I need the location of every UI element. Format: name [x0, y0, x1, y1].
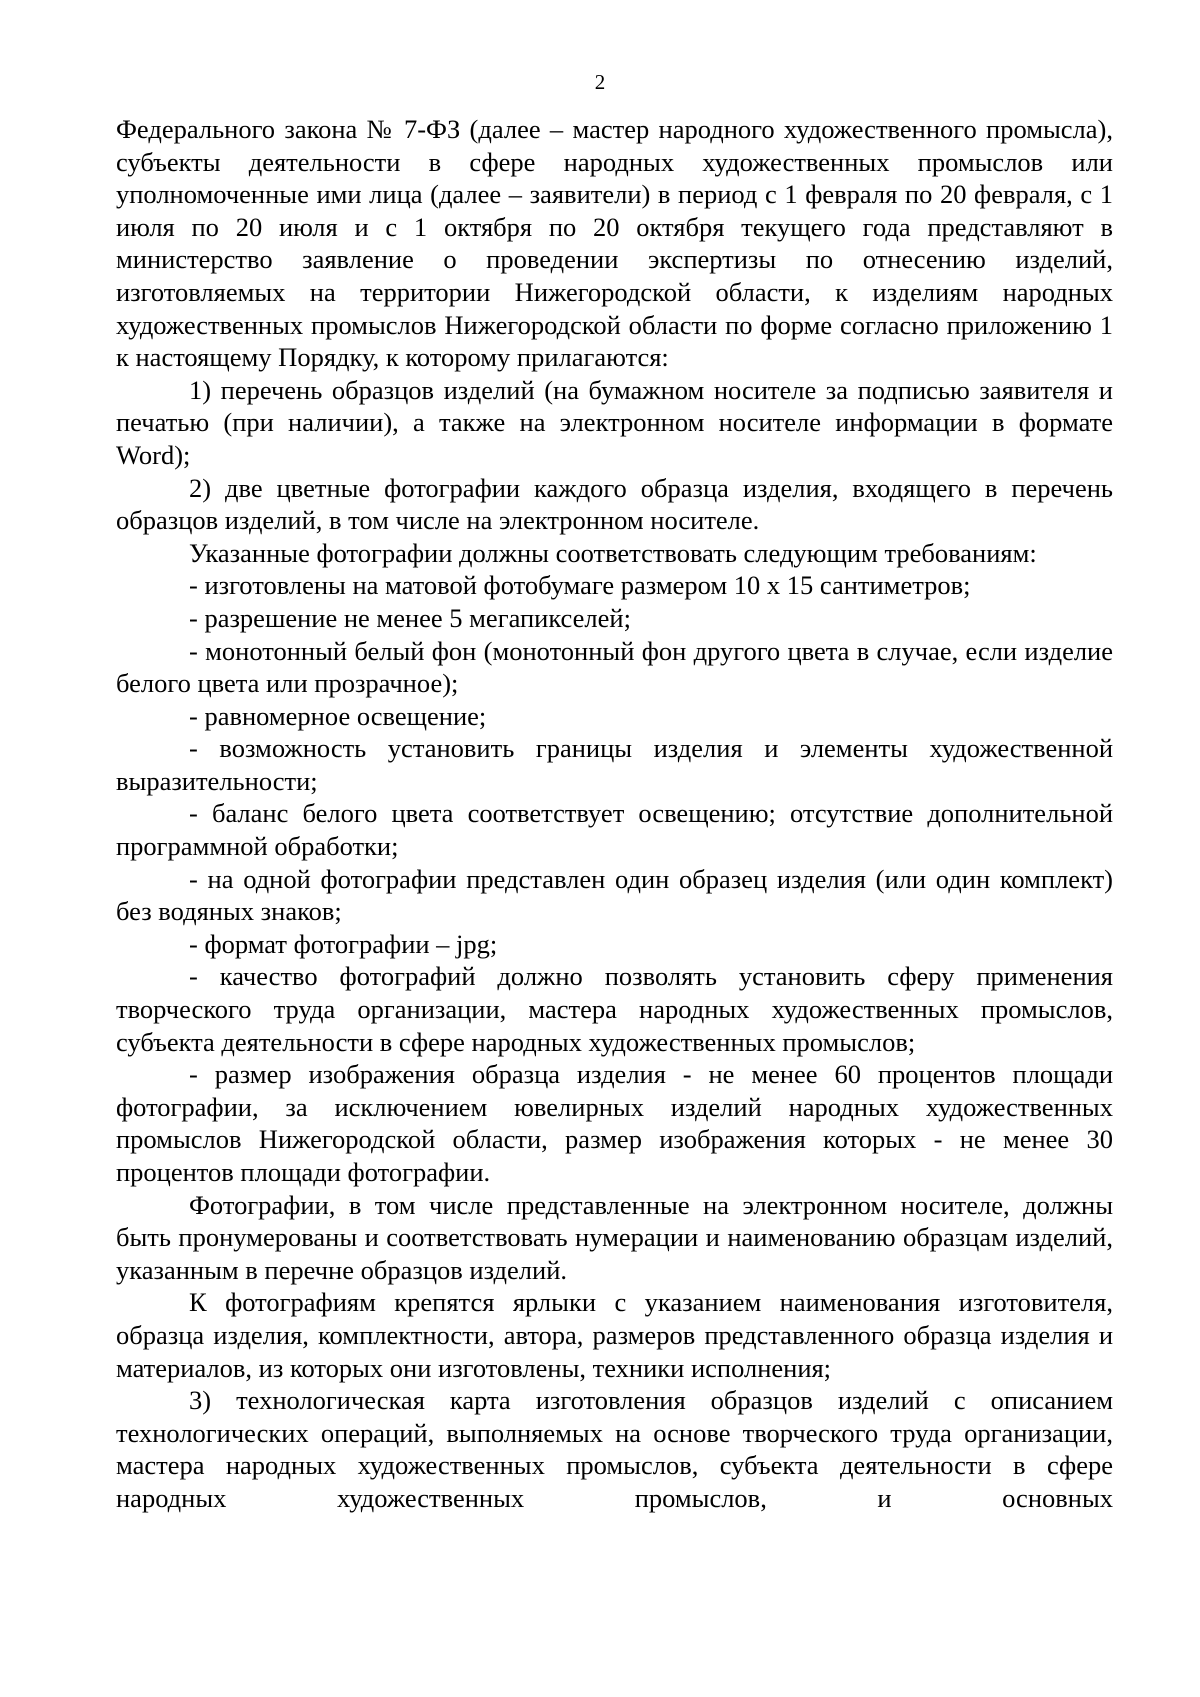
paragraph-13: - качество фотографий должно позволять установить сферу применения творческого труда организации, мастера народных художественных промыслов, субъекта деятельности в сфере народных художественных промыслов;	[116, 961, 1113, 1057]
paragraph-3: 2) две цветные фотографии каждого образца изделия, входящего в перечень образцов изделий, в том числе на электронном носителе.	[116, 472, 1113, 536]
paragraph-1: Федерального закона № 7-ФЗ (далее – мастер народного художественного промысла), субъекты деятельности в сфере народных художественных промыслов или уполномоченные ими лица (далее – заявители) в период с 1 февраля по 20 февраля, с 1 июля по 20 июля и с 1 октября по 20 октября текущего года представляют в министерство заявление о проведении экспертизы по отнесению изделий, изготовляемых на территории Нижегородской области, к изделиям народных художественных промыслов Нижегородской области по форме согласно приложению 1 к настоящему Порядку, к которому прилагаются:	[116, 114, 1113, 373]
paragraph-6: - разрешение не менее 5 мегапикселей;	[189, 602, 631, 633]
paragraph-16: К фотографиям крепятся ярлыки с указанием наименования изготовителя, образца изделия, комплектности, автора, размеров представленного образца изделия и материалов, из которых они изготовлены, техники исполнения;	[116, 1287, 1113, 1383]
document-body	[116, 113, 1113, 1515]
paragraph-17: 3) технологическая карта изготовления образцов изделий с описанием технологических операций, выполняемых на основе творческого труда организации, мастера народных художественных промыслов, субъекта деятельности в сфере народных художественных промыслов, и основных	[116, 1385, 1113, 1513]
paragraph-12: - формат фотографии – jpg;	[189, 928, 498, 959]
paragraph-11: - на одной фотографии представлен один образец изделия (или один комплект) без водяных знаков;	[116, 863, 1113, 927]
paragraph-8: - равномерное освещение;	[189, 700, 487, 731]
paragraph-14: - размер изображения образца изделия - не менее 60 процентов площади фотографии, за исключением ювелирных изделий народных художественных промыслов Нижегородской области, размер изображения которых - не менее 30 процентов площади фотографии.	[116, 1059, 1113, 1187]
paragraph-10: - баланс белого цвета соответствует освещению; отсутствие дополнительной программной обработки;	[116, 798, 1113, 862]
paragraph-4: Указанные фотографии должны соответствовать следующим требованиям:	[189, 537, 1037, 568]
paragraph-5: - изготовлены на матовой фотобумаге размером 10 х 15 сантиметров;	[189, 570, 971, 601]
paragraph-7: - монотонный белый фон (монотонный фон другого цвета в случае, если изделие белого цвета или прозрачное);	[116, 635, 1113, 699]
paragraph-15: Фотографии, в том числе представленные на электронном носителе, должны быть пронумерованы и соответствовать нумерации и наименованию образцам изделий, указанным в перечне образцов изделий.	[116, 1189, 1113, 1285]
paragraph-9: - возможность установить границы изделия и элементы художественной выразительности;	[116, 733, 1113, 796]
page-number: 2	[594, 70, 606, 94]
paragraph-2: 1) перечень образцов изделий (на бумажном носителе за подписью заявителя и печатью (при наличии), а также на электронном носителе информации в формате Word);	[116, 374, 1113, 470]
